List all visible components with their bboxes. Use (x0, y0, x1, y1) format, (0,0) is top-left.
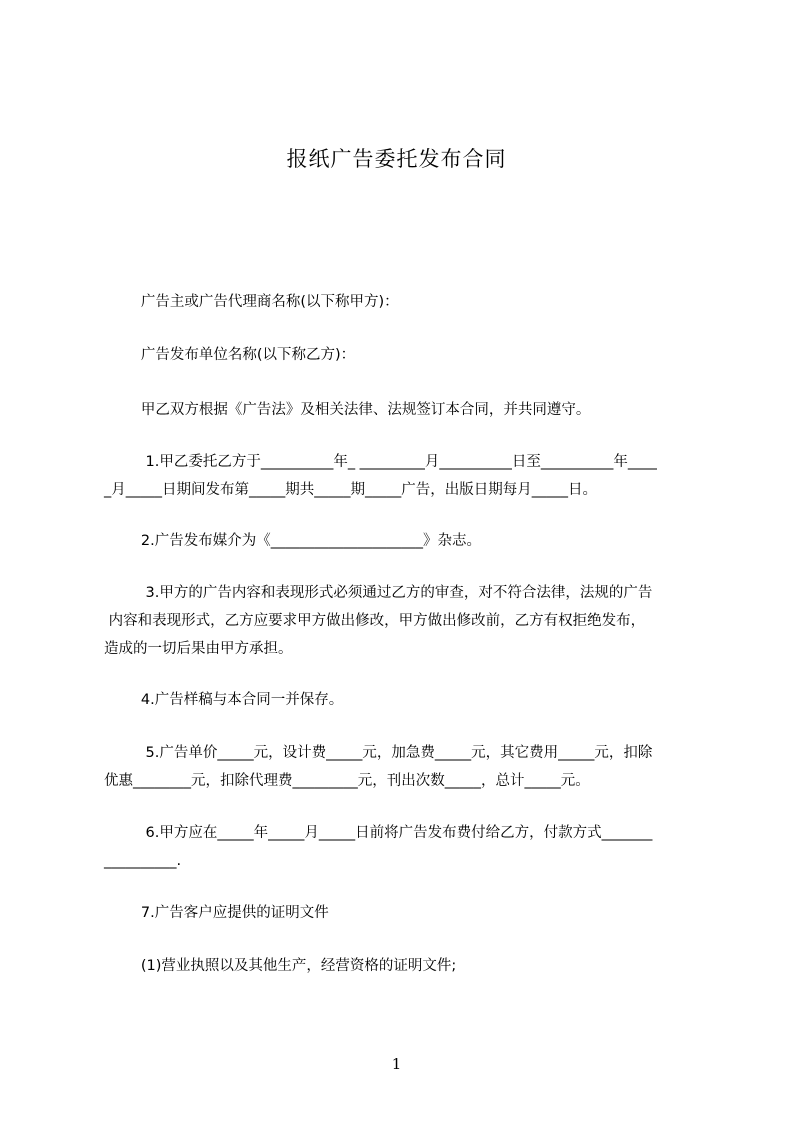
text-line: (1)营业执照以及其他生产，经营资格的证明文件; (104, 958, 457, 974)
paragraph-party-b (104, 341, 704, 369)
text-line: 4.广告样稿与本合同一并保存。 (104, 692, 344, 708)
paragraph-party-a (104, 288, 704, 316)
text-line: 内容和表现形式，乙方应要求甲方做出修改，甲方做出修改前，乙方有权拒绝发布， (104, 613, 646, 629)
page-number: 1 (391, 1055, 402, 1073)
text-line: 广告发布单位名称(以下称乙方)： (104, 347, 356, 363)
text-line: 5.广告单价_____元，设计费_____元，加急费_____元，其它费用_____元，扣除 (104, 745, 653, 761)
text-line: 优惠________元，扣除代理费_________元，刊出次数_____，总计_____元。 (104, 773, 590, 789)
text-line: 3.甲方的广告内容和表现形式必须通过乙方的审查，对不符合法律，法规的广告 (104, 585, 653, 601)
text-line: 2.广告发布媒介为《_____________________》杂志。 (104, 533, 481, 549)
clause-7-item-1 (104, 952, 704, 980)
text-line: 7.广告客户应提供的证明文件 (104, 905, 329, 921)
text-line: 1.甲乙委托乙方于__________年_ _________月__________日至__________年____ (104, 454, 657, 470)
clause-1 (104, 448, 704, 504)
clause-2 (104, 527, 704, 555)
document-title: 报纸广告委托发布合同 (286, 147, 507, 171)
text-line: 广告主或广告代理商名称(以下称甲方)： (104, 294, 399, 310)
clause-5 (104, 739, 704, 795)
paragraph-intro (104, 396, 704, 424)
text-line: _月_____日期间发布第_____期共_____期_____广告，出版日期每月_____日。 (104, 482, 597, 498)
clause-7 (104, 899, 704, 927)
text-line: __________. (104, 853, 182, 869)
clause-6 (104, 819, 704, 875)
text-line: 6.甲方应在_____年_____月_____日前将广告发布费付给乙方，付款方式_______ (104, 825, 653, 841)
clause-4 (104, 686, 704, 714)
clause-3 (104, 579, 704, 663)
text-line: 造成的一切后果由甲方承担。 (104, 641, 293, 657)
text-line: 甲乙双方根据《广告法》及相关法律、法规签订本合同，并共同遵守。 (104, 402, 591, 418)
